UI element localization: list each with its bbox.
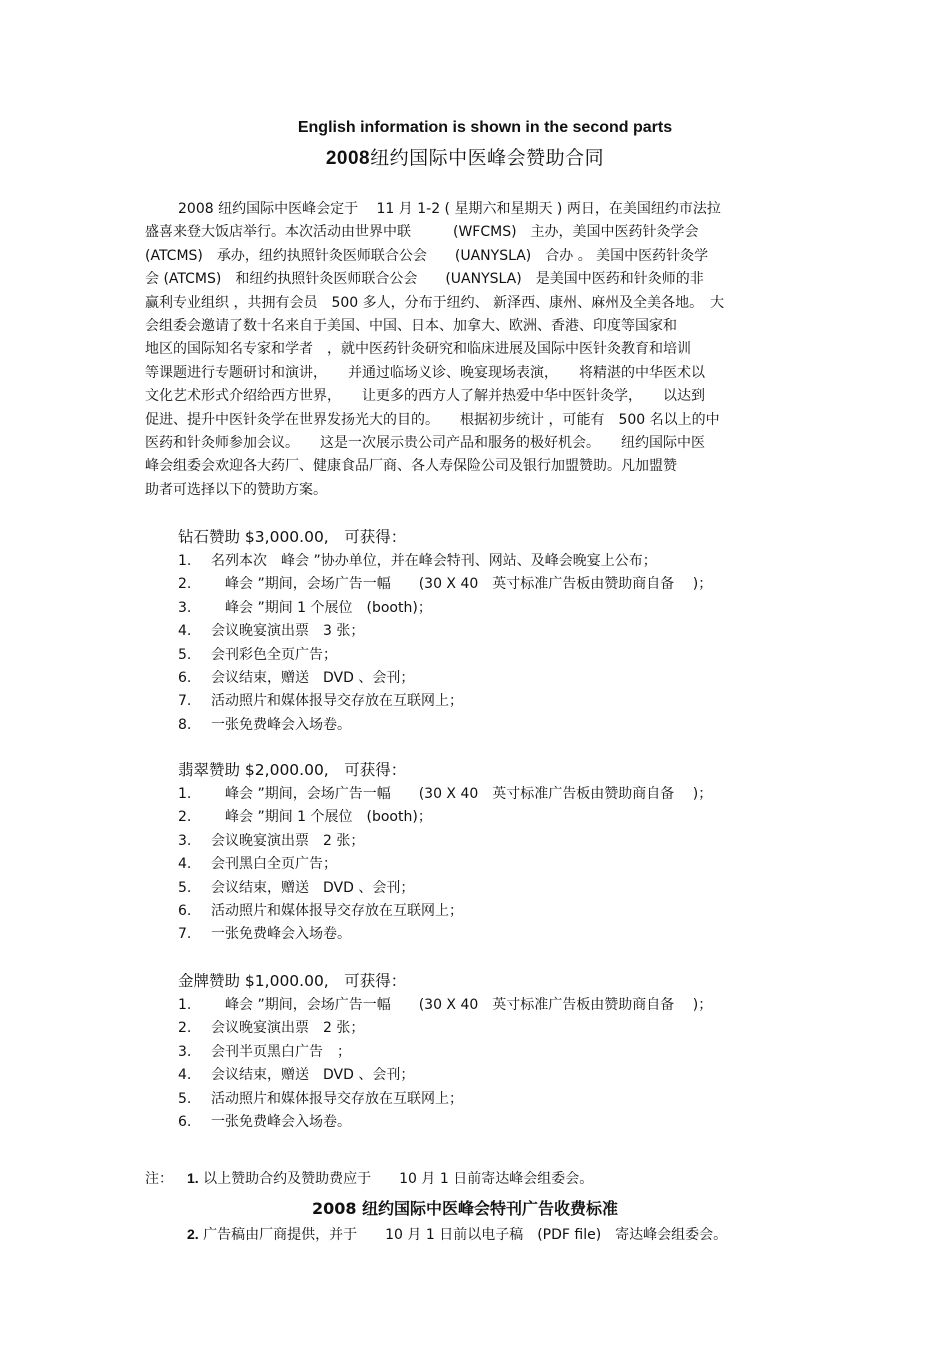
item-text: 峰会 ”期间，会场广告一幅 (30 X 40 英寸标准广告板由赞助商自备 )； — [211, 786, 713, 802]
note-number: 1. — [187, 1170, 199, 1186]
item-number: 6. — [178, 902, 192, 919]
list-item — [178, 923, 808, 946]
item-text: 会议晚宴演出票 2 张； — [211, 832, 365, 849]
item-text: 峰会 ”期间 1 个展位 (booth)； — [211, 809, 432, 826]
item-number: 2. — [178, 809, 192, 826]
item-number: 1. — [178, 553, 192, 569]
list-item — [178, 877, 808, 900]
item-text: 活动照片和媒体报导交存放在互联网上； — [211, 902, 463, 919]
section-heading: 金牌赞助 $1,000.00, 可获得： — [178, 972, 407, 990]
list-item — [178, 994, 808, 1017]
item-text: 一张免费峰会入场卷。 — [211, 926, 351, 943]
title-year: 2008 — [325, 148, 371, 169]
list-item — [178, 830, 808, 853]
gold-sponsorship-section — [178, 969, 808, 1134]
item-number: 3. — [178, 1043, 192, 1060]
item-number: 1. — [178, 997, 192, 1013]
item-text: 活动照片和媒体报导交存放在互联网上； — [211, 1090, 463, 1107]
list-item — [178, 900, 808, 923]
list-item — [178, 573, 808, 596]
item-number: 6. — [178, 1113, 192, 1130]
list-item — [178, 1088, 808, 1111]
list-item — [178, 597, 808, 620]
intro-paragraph: 2008 纽约国际中医峰会定于 11 月 1-2 ( 星期六和星期天 ) 两日，在美国纽约市法拉 盛喜来登大饭店举行。本次活动由世界中联 (WFCMS) 主办，美国中医药针灸学会 (ATCMS) 承办，纽约执照针灸医师联合公会 (UANYSLA) 合办 。 美国中医药针灸学 会 (ATCMS) 和纽约执照针灸医师联合公会 (UANYSLA) 是美国中医药和针灸师的非 赢利专业组织 ，共拥有会员 500 多人，分布于纽约、 新泽西、康州、麻州及全美各地。 大 会组委会邀请了数十名来自于美国、中国、日本、加拿大、欧洲、香港、印度等国家和 地区的国际知名专家和学者 ，就中医药针灸研究和临床进展及国际中医针灸教育和培训 等课题进行专题研讨和演讲， 并通过临场义诊、晚宴现场表演， 将精湛的中华医术以 文化艺术形式介绍给西方世界， 让更多的西方人了解并热爱中华中医针灸学， 以达到 促进、提升中医针灸学在世界发扬光大的目的。 根据初步统计 ，可能有 500 名以上的中 医药和针灸师参加会议。 这是一次展示贵公司产品和服务的极好机会。 纽约国际中医 峰会组委会欢迎各大药厂、健康食品厂商、各人寿保险公司及银行加盟赞助。凡加盟赞 助者可选择以下的赞助方案。 — [145, 201, 725, 498]
item-number: 3. — [178, 599, 192, 616]
item-number: 5. — [178, 1090, 192, 1107]
item-number: 4. — [178, 856, 192, 873]
list-item — [178, 1017, 808, 1040]
item-text: 会刊黑白全页广告； — [211, 856, 337, 873]
item-number: 4. — [178, 623, 192, 640]
item-text: 峰会 ”期间，会场广告一幅 (30 X 40 英寸标准广告板由赞助商自备 )； — [211, 576, 713, 593]
item-text: 一张免费峰会入场卷。 — [211, 716, 351, 733]
note-item — [145, 1166, 825, 1190]
item-number: 3. — [178, 832, 192, 849]
note-text: 广告稿由厂商提供，并于 10 月 1 日前以电子稿 (PDF file) 寄达峰会组委会。 — [198, 1227, 728, 1243]
item-number: 7. — [178, 693, 192, 710]
item-text: 活动照片和媒体报导交存放在互联网上； — [211, 693, 463, 710]
item-number: 5. — [178, 879, 192, 896]
note-text: 以上赞助合约及赞助费应于 10 月 1 日前寄达峰会组委会。 — [198, 1171, 594, 1187]
note-number: 2. — [187, 1226, 199, 1242]
item-number: 8. — [178, 716, 192, 733]
item-text: 会议结束，赠送 DVD 、会刊； — [211, 669, 415, 686]
list-item — [178, 806, 808, 829]
item-text: 会刊半页黑白广告 ； — [211, 1043, 351, 1060]
list-item — [178, 620, 808, 643]
item-text: 会议结束，赠送 DVD 、会刊； — [211, 1067, 415, 1084]
ad-rates-heading: 2008 纽约国际中医峰会特刊广告收费标准 — [311, 1199, 619, 1218]
list-item — [178, 1111, 808, 1134]
item-text: 名列本次 峰会 ”协办单位，并在峰会特刊、网站、及峰会晚宴上公布； — [211, 553, 657, 569]
list-item — [178, 644, 808, 667]
item-text: 会刊彩色全页广告； — [211, 646, 337, 663]
section-heading: 翡翠赞助 $2,000.00, 可获得： — [178, 761, 407, 779]
item-number: 2. — [178, 1020, 192, 1037]
list-item — [178, 1041, 808, 1064]
item-number: 7. — [178, 926, 192, 943]
list-item — [178, 550, 808, 573]
item-number: 4. — [178, 1067, 192, 1084]
item-number: 6. — [178, 669, 192, 686]
item-text: 一张免费峰会入场卷。 — [211, 1113, 351, 1130]
section-heading: 钻石赞助 $3,000.00, 可获得： — [178, 528, 407, 546]
note-item — [145, 1222, 825, 1246]
list-item — [178, 783, 808, 806]
item-text: 会议晚宴演出票 2 张； — [211, 1020, 365, 1037]
item-text: 峰会 ”期间 1 个展位 (booth)； — [211, 599, 432, 616]
item-number: 2. — [178, 576, 192, 593]
english-info-heading: English information is shown in the second parts — [297, 119, 673, 136]
notes-label: 注： — [145, 1171, 173, 1187]
item-number: 5. — [178, 646, 192, 663]
list-item — [178, 690, 808, 713]
item-text: 会议晚宴演出票 3 张； — [211, 623, 365, 640]
diamond-sponsorship-section — [178, 525, 808, 737]
item-text: 会议结束，赠送 DVD 、会刊； — [211, 879, 415, 896]
page-title — [0, 143, 930, 170]
title-text: 纽约国际中医峰会赞助合同 — [370, 147, 605, 169]
item-number: 1. — [178, 786, 192, 802]
list-item — [178, 1064, 808, 1087]
list-item — [178, 853, 808, 876]
list-item — [178, 714, 808, 737]
list-item — [178, 667, 808, 690]
item-text: 峰会 ”期间，会场广告一幅 (30 X 40 英寸标准广告板由赞助商自备 )； — [211, 997, 713, 1013]
emerald-sponsorship-section — [178, 758, 808, 947]
